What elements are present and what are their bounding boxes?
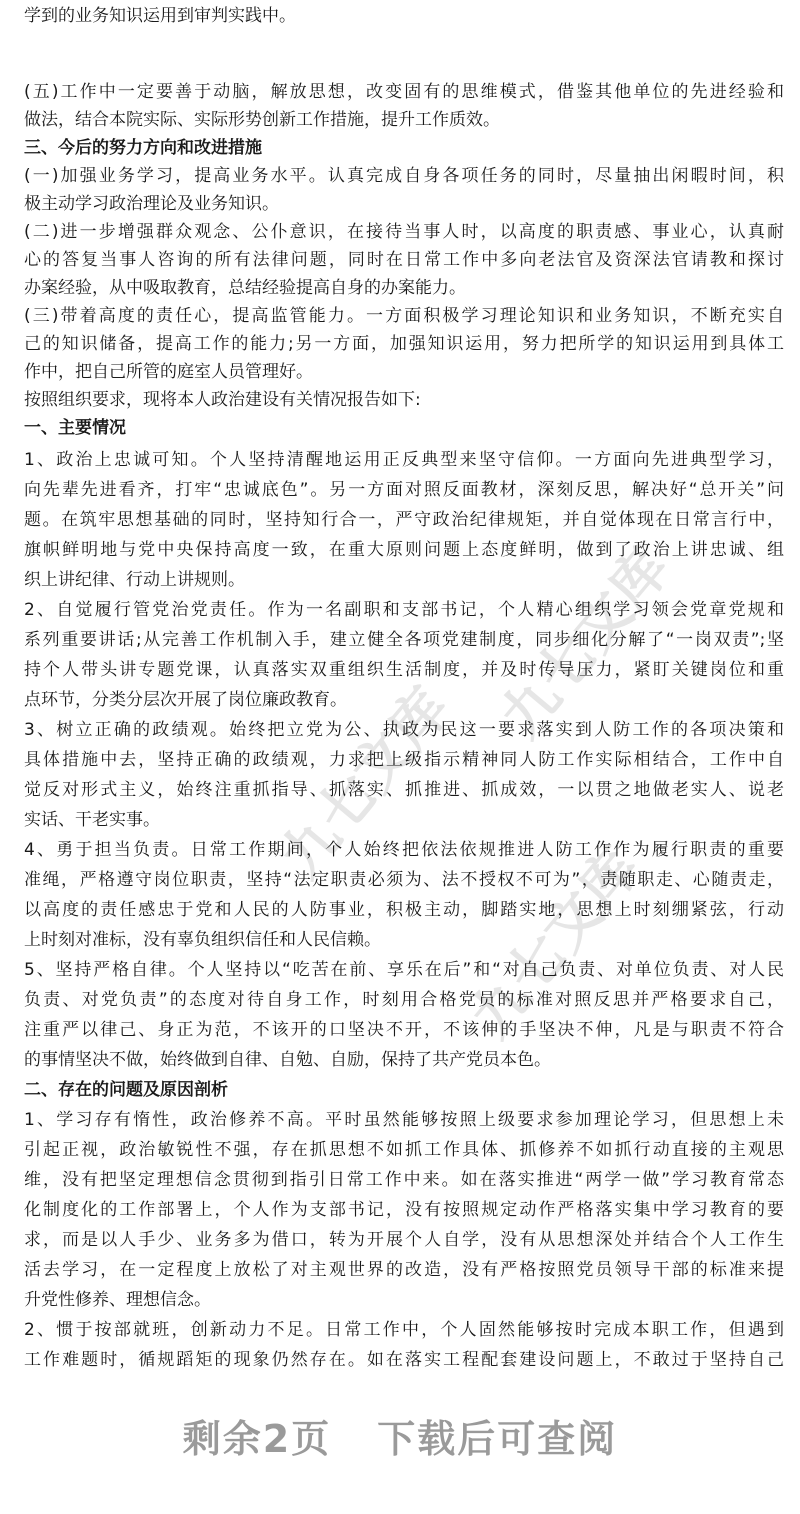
paragraph-line: 持个人带头讲专题党课，认真落实双重组织生活制度，并及时传导压力，紧盯关键岗位和重 (24, 660, 784, 680)
watermark: 九七文库 (488, 536, 683, 750)
paragraph-line: 准绳，严格遵守岗位职责，坚持“法定职责必须为、法不授权不可为”，责随职走、心随责走， (24, 870, 784, 890)
watermark: 九七文库 (268, 676, 463, 890)
paragraph-line: 4、勇于担当负责。日常工作期间，个人始终把依法依规推进人防工作作为履行职责的重要 (24, 840, 784, 860)
paragraph-line: 系列重要讲话;从完善工作机制入手，建立健全各项党建制度，同步细化分解了“一岗双责”;坚 (24, 630, 784, 650)
paragraph-line: 负责、对党负责”的态度对待自身工作，时刻用合格党员的标准对照反思并严格要求自己， (24, 990, 784, 1010)
paragraph-line: 2、自觉履行管党治党责任。作为一名副职和支部书记，个人精心组织学习领会党章党规和 (24, 600, 784, 620)
paragraph-line: 心的答复当事人咨询的所有法律问题，同时在日常工作中多向老法官及资深法官请教和探讨 (24, 250, 784, 270)
paragraph-line: 引起正视，政治敏锐性不强，存在抓思想不如抓工作具体、抓修养不如抓行动直接的主观思 (24, 1140, 784, 1160)
paragraph-line: 升党性修养、理想信念。 (24, 1290, 211, 1310)
paragraph-line: (二)进一步增强群众观念、公仆意识，在接待当事人时，以高度的职责感、事业心，认真耐 (24, 222, 784, 242)
paragraph-line: 按照组织要求，现将本人政治建设有关情况报告如下: (24, 390, 421, 410)
paragraph-line: 上时刻对准标，没有辜负组织信任和人民信赖。 (24, 930, 381, 950)
paragraph-line: 己的知识储备，提高工作的能力;另一方面，加强知识运用，努力把所学的知识运用到具体工 (24, 334, 784, 354)
download-to-view-label: 下载后可查阅 (377, 1417, 618, 1461)
download-prompt-banner[interactable] (0, 1404, 800, 1474)
paragraph-line: (三)带着高度的责任心，提高监管能力。一方面积极学习理论知识和业务知识，不断充实自 (24, 306, 784, 326)
paragraph-line: 维，没有把坚定理想信念贯彻到指引日常工作中来。如在落实推进“两学一做”学习教育常态 (24, 1170, 784, 1190)
paragraph-line: 实话、干老实事。 (24, 810, 160, 830)
paragraph-line: 活去学习，在一定程度上放松了对主观世界的改造，没有严格按照党员领导干部的标准来提 (24, 1260, 784, 1280)
paragraph-line: 化制度化的工作部署上，个人作为支部书记，没有按照规定动作严格落实集中学习教育的要 (24, 1200, 784, 1220)
paragraph-line: 极主动学习政治理论及业务知识。 (24, 194, 279, 214)
paragraph-line: 觉反对形式主义，始终注重抓指导、抓落实、抓推进、抓成效，一以贯之地做老实人、说老 (24, 780, 784, 800)
paragraph-line: (一)加强业务学习，提高业务水平。认真完成自身各项任务的同时，尽量抽出闲暇时间，积 (24, 166, 784, 186)
paragraph-line: 做法，结合本院实际、实际形势创新工作措施，提升工作质效。 (24, 110, 500, 130)
paragraph-line: 2、惯于按部就班，创新动力不足。日常工作中，个人固然能够按时完成本职工作，但遇到 (24, 1320, 784, 1340)
paragraph-line: 作中，把自己所管的庭室人员管理好。 (24, 362, 313, 382)
paragraph-line: 求，而是以人手少、业务多为借口，转为开展个人自学，没有从思想深处并结合个人工作生 (24, 1230, 784, 1250)
watermark: 九七文库 (458, 836, 653, 1050)
paragraph-line: 具体措施中去，坚持正确的政绩观，力求把上级指示精神同人防工作实际相结合，工作中自 (24, 750, 784, 770)
section-heading: 一、主要情况 (24, 418, 126, 438)
paragraph-line: 旗帜鲜明地与党中央保持高度一致，在重大原则问题上态度鲜明，做到了政治上讲忠诚、组 (24, 540, 784, 560)
remaining-pages-label: 剩余2页 (182, 1417, 332, 1461)
paragraph-line: 3、树立正确的政绩观。始终把立党为公、执政为民这一要求落实到人防工作的各项决策和 (24, 720, 784, 740)
paragraph-line: 注重严以律己、身正为范，不该开的口坚决不开，不该伸的手坚决不伸，凡是与职责不符合 (24, 1020, 784, 1040)
paragraph-line: 1、政治上忠诚可知。个人坚持清醒地运用正反典型来坚守信仰。一方面向先进典型学习， (24, 450, 784, 470)
paragraph-line: 办案经验，从中吸取教育，总结经验提高自身的办案能力。 (24, 278, 466, 298)
section-heading: 二、存在的问题及原因剖析 (24, 1080, 228, 1100)
paragraph-line: 织上讲纪律、行动上讲规则。 (24, 570, 245, 590)
paragraph-line: 的事情坚决不做，始终做到自律、自勉、自励，保持了共产党员本色。 (24, 1050, 551, 1070)
paragraph-line: 题。在筑牢思想基础的同时，坚持知行合一，严守政治纪律规矩，并自觉体现在日常言行中， (24, 510, 784, 530)
paragraph-line: 向先辈先进看齐，打牢“忠诚底色”。另一方面对照反面教材，深刻反思，解决好“总开关”问 (24, 480, 784, 500)
paragraph-line: 5、坚持严格自律。个人坚持以“吃苦在前、享乐在后”和“对自己负责、对单位负责、对人民 (24, 960, 784, 980)
section-heading: 三、今后的努力方向和改进措施 (24, 138, 262, 158)
paragraph-line: 工作难题时，循规蹈矩的现象仍然存在。如在落实工程配套建设问题上，不敢过于坚持自己 (24, 1350, 784, 1370)
paragraph-line: 点环节，分类分层次开展了岗位廉政教育。 (24, 690, 347, 710)
paragraph-line: (五)工作中一定要善于动脑，解放思想，改变固有的思维模式，借鉴其他单位的先进经验和 (24, 82, 784, 102)
paragraph-line: 学到的业务知识运用到审判实践中。 (24, 6, 296, 26)
paragraph-line: 1、学习存有惰性，政治修养不高。平时虽然能够按照上级要求参加理论学习，但思想上未 (24, 1110, 784, 1130)
paragraph-line: 以高度的责任感忠于党和人民的人防事业，积极主动，脚踏实地，思想上时刻绷紧弦，行动 (24, 900, 784, 920)
